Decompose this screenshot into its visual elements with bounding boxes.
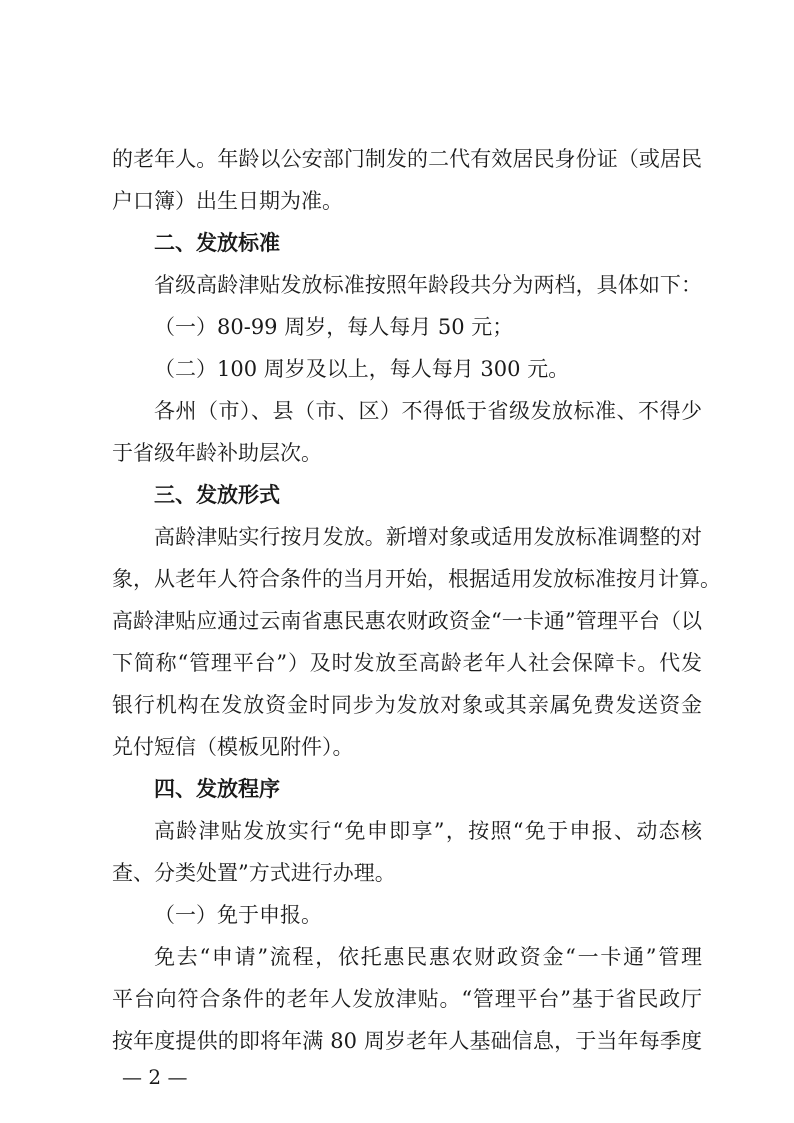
body-text-line: 象，从老年人符合条件的当月开始，根据适用发放标准按月计算。 — [112, 567, 721, 591]
list-item: （一）80-99 周岁，每人每月 50 元； — [154, 315, 514, 339]
body-text-line: 各州（市）、县（市、区）不得低于省级发放标准、不得少 — [154, 399, 702, 423]
body-text-line: 平台向符合条件的老年人发放津贴。“管理平台”基于省民政厅 — [112, 987, 702, 1011]
body-text-line: 银行机构在发放资金时同步为发放对象或其亲属免费发送资金 — [112, 693, 702, 717]
subsection-heading: （一）免于申报。 — [154, 903, 322, 927]
section-heading: 四、发放程序 — [154, 777, 280, 801]
body-text-line: 免去“申请”流程，依托惠民惠农财政资金“一卡通”管理 — [154, 945, 702, 969]
body-text-line: 的老年人。年龄以公安部门制发的二代有效居民身份证（或居民 — [112, 147, 702, 171]
body-text-line: 高龄津贴发放实行“免申即享”，按照“免于申报、动态核 — [154, 819, 702, 843]
body-text-line: 省级高龄津贴发放标准按照年龄段共分为两档，具体如下： — [154, 273, 702, 297]
body-text-line: 户口簿）出生日期为准。 — [112, 189, 343, 213]
list-item: （二）100 周岁及以上，每人每月 300 元。 — [154, 357, 570, 381]
body-text-line: 高龄津贴应通过云南省惠民惠农财政资金“一卡通”管理平台（以 — [112, 609, 702, 633]
body-text-line: 于省级年龄补助层次。 — [112, 441, 322, 465]
section-heading: 二、发放标准 — [154, 231, 280, 255]
body-text-line: 下简称“管理平台”）及时发放至高龄老年人社会保障卡。代发 — [112, 651, 702, 675]
section-heading: 三、发放形式 — [154, 483, 280, 507]
body-text-line: 按年度提供的即将年满 80 周岁老年人基础信息，于当年每季度 — [112, 1029, 702, 1053]
page-number: — 2 — — [122, 1065, 188, 1089]
body-text-line: 高龄津贴实行按月发放。新增对象或适用发放标准调整的对 — [154, 525, 702, 549]
body-text-line: 查、分类处置”方式进行办理。 — [112, 861, 396, 885]
body-text-line: 兑付短信（模板见附件）。 — [112, 735, 354, 759]
